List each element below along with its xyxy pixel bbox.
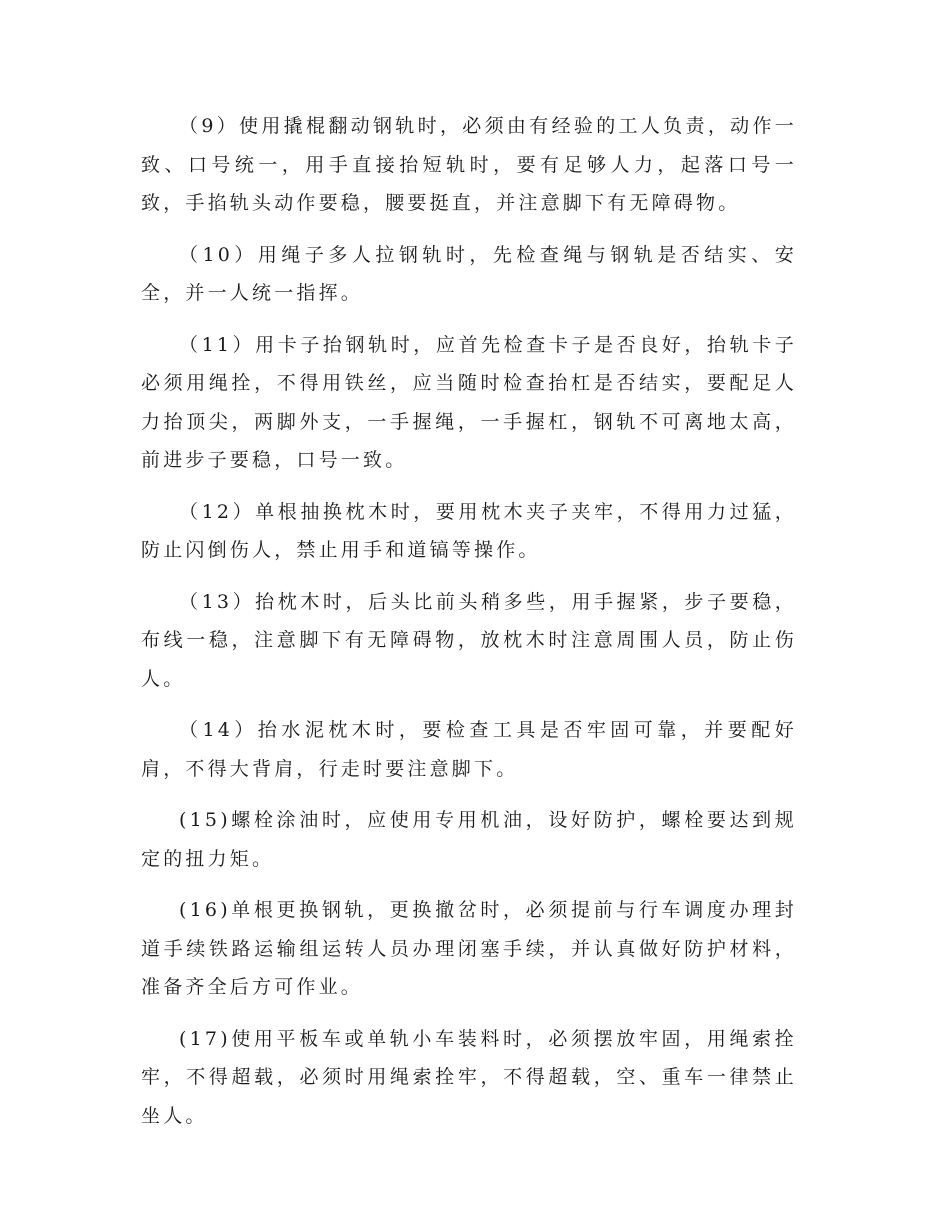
paragraph-15: (15)螺栓涂油时，应使用专用机油，设好防护，螺栓要达到规定的扭力矩。 [141,809,797,870]
paragraph-14: （14）抬水泥枕木时，要检查工具是否牢固可靠，并要配好肩，不得大背肩，行走时要注意脚下。 [141,719,797,780]
paragraph-16: (16)单根更换钢轨，更换撤岔时，必须提前与行车调度办理封道手续铁路运输组运转人员办理闭塞手续，并认真做好防护材料，准备齐全后方可作业。 [141,899,797,998]
paragraph-13: （13）抬枕木时，后头比前头稍多些，用手握紧，步子要稳，布线一稳，注意脚下有无障碍物，放枕木时注意周围人员，防止伤人。 [141,590,797,690]
paragraph-9: （9）使用撬棍翻动钢轨时，必须由有经验的工人负责，动作一致、口号统一，用手直接抬短轨时，要有足够人力，起落口号一致，手掐轨头动作要稳，腰要挺直，并注意脚下有无障碍物。 [141,115,797,214]
paragraph-10: （10）用绳子多人拉钢轨时，先检查绳与钢轨是否结实、安全，并一人统一指挥。 [141,243,797,304]
paragraph-17: (17)使用平板车或单轨小车装料时，必须摆放牢固，用绳索拴牢，不得超载，必须时用绳索拴牢，不得超载，空、重车一律禁止坐人。 [141,1027,797,1127]
paragraph-12: （12）单根抽换枕木时，要用枕木夹子夹牢，不得用力过猛，防止闪倒伤人，禁止用手和道镐等操作。 [141,500,797,561]
document-body [141,107,797,1148]
paragraph-11: （11）用卡子抬钢轨时，应首先检查卡子是否良好，抬轨卡子必须用绳拴，不得用铁丝，应当随时检查抬杠是否结实，要配足人力抬顶尖，两脚外支，一手握绳，一手握杠，钢轨不可离地太高，前进步子要稳，口号一致。 [141,333,797,471]
